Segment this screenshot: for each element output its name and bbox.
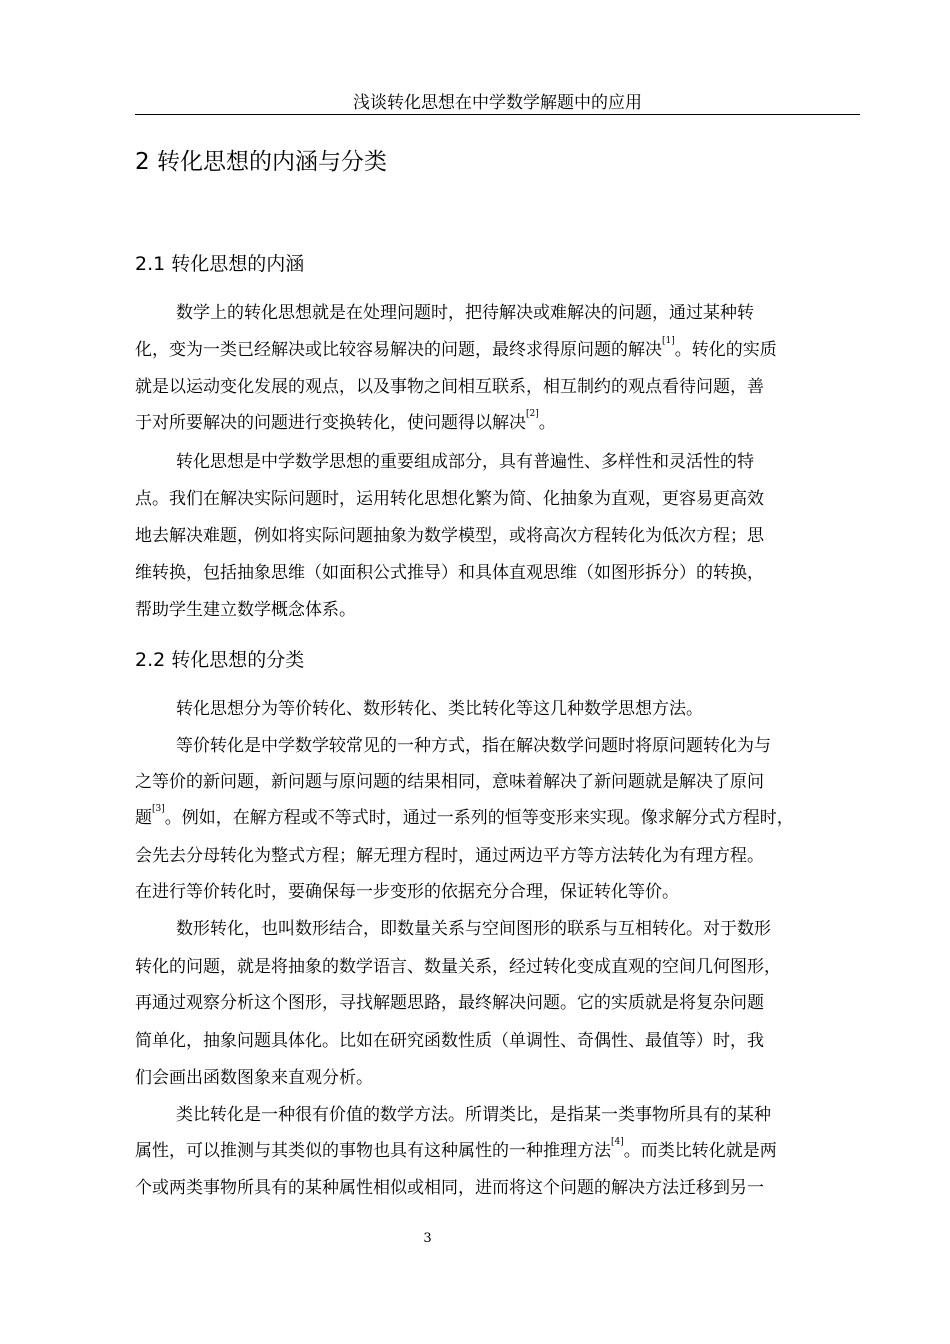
paragraph-line [135, 411, 556, 435]
paragraph-line: 会先去分母转化为整式方程；解无理方程时，通过两边平方等方法转化为有理方程。 [135, 846, 764, 866]
paragraph-line: 点。我们在解决实际问题时，运用转化思想化繁为简、化抽象为直观，更容易更高效 [135, 489, 764, 509]
paragraph-line [135, 806, 794, 830]
paragraph-line: 就是以运动变化发展的观点，以及事物之间相互联系，相互制约的观点看待问题，善 [135, 377, 764, 397]
paragraph-line: 数学上的转化思想就是在处理问题时，把待解决或难解决的问题，通过某种转 [176, 303, 754, 323]
text-run: 。而类比转化就是两 [623, 1141, 777, 1161]
text-run: 于对所要解决的问题进行变换转化，使问题得以解决 [135, 413, 526, 433]
citation-ref: [3] [152, 804, 165, 814]
paragraph-line: 简单化，抽象问题具体化。比如在研究函数性质（单调性、奇偶性、最值等）时，我 [135, 1031, 764, 1051]
paragraph-line: 维转换，包括抽象思维（如面积公式推导）和具体直观思维（如图形拆分）的转换， [135, 563, 764, 583]
section-heading: 2 转化思想的内涵与分类 [135, 149, 387, 175]
text-run: 属性，可以推测与其类似的事物也具有这种属性的一种推理方法 [135, 1141, 611, 1161]
subsection-heading-2-1: 2.1 转化思想的内涵 [135, 253, 305, 275]
paragraph-line: 们会画出函数图象来直观分析。 [135, 1068, 373, 1088]
paragraph-line: 帮助学生建立数学概念体系。 [135, 600, 356, 620]
text-run: 题 [135, 808, 152, 828]
running-header-title: 浅谈转化思想在中学数学解题中的应用 [353, 93, 642, 113]
paragraph-line: 类比转化是一种很有价值的数学方法。所谓类比，是指某一类事物所具有的某种 [176, 1105, 771, 1125]
paragraph-line [135, 338, 777, 362]
paragraph-line: 在进行等价转化时，要确保每一步变形的依据充分合理，保证转化等价。 [135, 882, 679, 902]
paragraph-line: 转化思想分为等价转化、数形转化、类比转化等这几种数学思想方法。 [176, 699, 703, 719]
text-run: 。转化的实质 [674, 340, 777, 360]
paragraph-line: 地去解决难题，例如将实际问题抽象为数学模型，或将高次方程转化为低次方程；思 [135, 526, 764, 546]
paragraph-line: 转化的问题，就是将抽象的数学语言、数量关系，经过转化变成直观的空间几何图形， [135, 957, 781, 977]
running-header [135, 93, 860, 115]
page-number: 3 [423, 1231, 432, 1246]
citation-ref: [2] [526, 409, 539, 419]
paragraph-line: 之等价的新问题，新问题与原问题的结果相同，意味着解决了新问题就是解决了原问 [135, 772, 764, 792]
paragraph-line: 个或两类事物所具有的某种属性相似或相同，进而将这个问题的解决方法迁移到另一 [135, 1178, 764, 1198]
paragraph-line: 数形转化，也叫数形结合，即数量关系与空间图形的联系与互相转化。对于数形 [176, 919, 771, 939]
paragraph-line: 转化思想是中学数学思想的重要组成部分，具有普遍性、多样性和灵活性的特 [176, 452, 754, 472]
citation-ref: [1] [662, 336, 675, 346]
paragraph-line [135, 1139, 777, 1163]
citation-ref: [4] [611, 1137, 624, 1147]
text-run: 化，变为一类已经解决或比较容易解决的问题，最终求得原问题的解决 [135, 340, 662, 360]
text-run: 。例如，在解方程或不等式时，通过一系列的恒等变形来实现。像求解分式方程时， [164, 808, 794, 828]
paragraph-line: 等价转化是中学数学较常见的一种方式，指在解决数学问题时将原问题转化为与 [176, 736, 771, 756]
text-run: 。 [538, 413, 556, 433]
subsection-heading-2-2: 2.2 转化思想的分类 [135, 649, 305, 671]
paragraph-line: 再通过观察分析这个图形，寻找解题思路，最终解决问题。它的实质就是将复杂问题 [135, 993, 764, 1013]
